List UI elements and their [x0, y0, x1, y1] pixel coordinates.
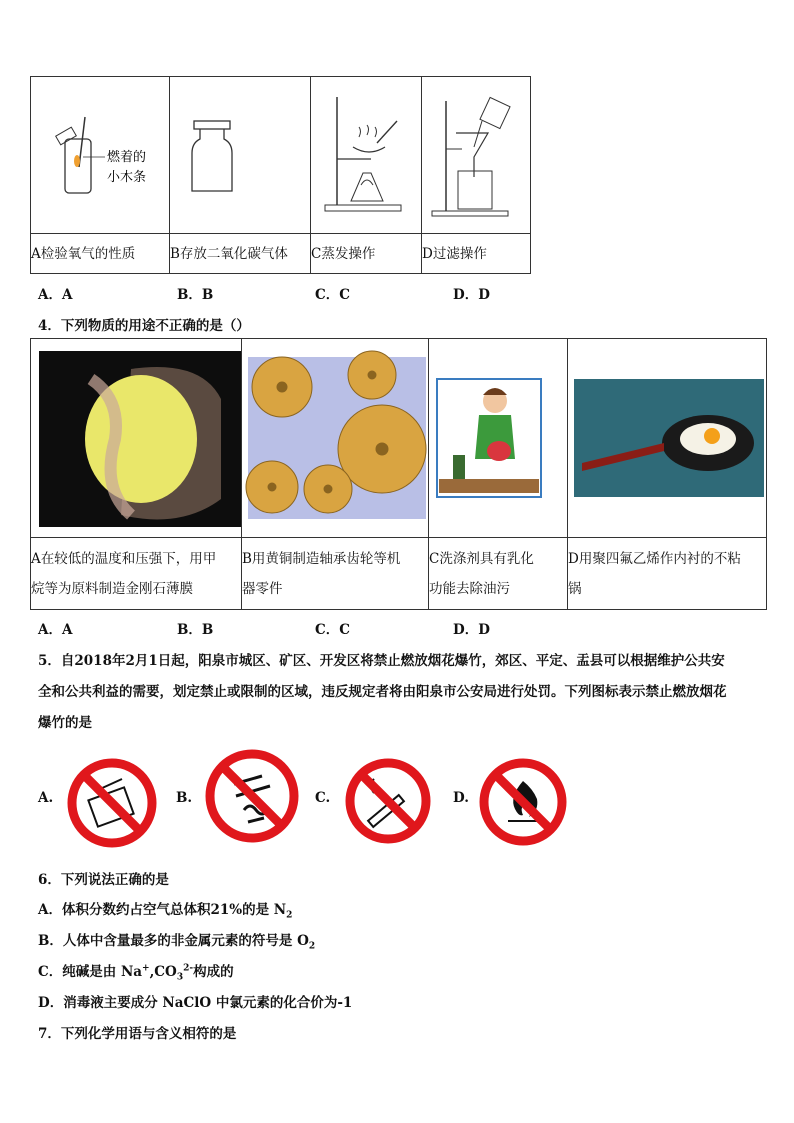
q3-cell-c	[311, 77, 422, 234]
q4-caption-a: A在较低的温度和压强下，用甲 烷等为原料制造金刚石薄膜	[31, 538, 242, 610]
q6-stem: 6．下列说法正确的是	[38, 872, 169, 888]
q3-cell-b	[170, 77, 311, 234]
no-open-flame-sign-icon[interactable]	[478, 757, 568, 847]
q3-caption-d: D过滤操作	[422, 234, 531, 274]
no-fireworks-sign-icon[interactable]	[204, 748, 300, 844]
q5-stem-line-1: 5．自2018年2月1日起，阳泉市城区、矿区、开发区将禁止燃放烟花爆竹，郊区、平定、盂县可以根据维护公共安	[38, 653, 725, 669]
q3-caption-b: B存放二氧化碳气体	[170, 234, 311, 274]
q4-caption-d: D用聚四氟乙烯作内衬的不粘 锅	[568, 538, 767, 610]
q4-cell-b	[242, 339, 429, 538]
q3-cell-d	[422, 77, 531, 234]
q6-option-d[interactable]: D．消毒液主要成分 NaClO 中氯元素的化合价为-1	[38, 995, 353, 1011]
q3-option-a[interactable]: A．A	[38, 287, 73, 303]
q3-table	[30, 76, 531, 274]
q5-stem-line-2: 全和公共利益的需要，划定禁止或限制的区域，违反规定者将由阳泉市公安局进行处罚。下列图标表示禁止燃放烟花	[38, 684, 727, 700]
q3-cell-a	[31, 77, 170, 234]
no-smoking-sign-icon[interactable]	[344, 757, 432, 845]
q4-option-d[interactable]: D．D	[453, 622, 490, 638]
q3-option-d[interactable]: D．D	[453, 287, 490, 303]
label-stick: 小木条	[107, 169, 147, 184]
q4-cell-a	[31, 339, 242, 538]
q4-cell-c	[429, 339, 568, 538]
q4-option-a[interactable]: A．A	[38, 622, 73, 638]
q4-cell-d	[568, 339, 767, 538]
nonstick-pan-photo	[568, 339, 766, 537]
q4-table	[30, 338, 767, 610]
dishwashing-illustration	[429, 339, 567, 537]
gas-bottle-icon	[170, 77, 310, 233]
q4-caption-b: B用黄铜制造轴承齿轮等机 器零件	[242, 538, 429, 610]
diamond-film-photo	[31, 339, 241, 537]
no-matches-sign-icon[interactable]	[66, 757, 158, 849]
q5-option-b-label[interactable]: B.	[176, 790, 193, 806]
oxygen-test-icon	[31, 77, 169, 233]
q5-option-c-label[interactable]: C.	[315, 790, 331, 806]
q6-option-b[interactable]: B．人体中含量最多的非金属元素的符号是 $O_2$	[38, 933, 316, 952]
q6-option-c[interactable]: C．纯碱是由 $Na^+,CO_3^{2-}$构成的	[38, 963, 234, 983]
q5-option-d-label[interactable]: D.	[453, 790, 469, 806]
q3-caption-c: C蒸发操作	[311, 234, 422, 274]
q3-caption-a: A检验氧气的性质	[31, 234, 170, 274]
q5-stem-line-3: 爆竹的是	[38, 715, 92, 731]
q3-option-b[interactable]: B．B	[177, 287, 214, 303]
filtration-icon	[422, 77, 530, 233]
q4-caption-c: C洗涤剂具有乳化 功能去除油污	[429, 538, 568, 610]
q6-option-a[interactable]: A．体积分数约占空气总体积21%的是 $N_2$	[38, 902, 293, 921]
gears-photo	[242, 339, 428, 537]
q4-option-b[interactable]: B．B	[177, 622, 214, 638]
label-burning: 燃着的	[107, 149, 147, 164]
evaporation-icon	[311, 77, 421, 233]
q4-option-c[interactable]: C．C	[315, 622, 350, 638]
q3-option-c[interactable]: C．C	[315, 287, 350, 303]
q5-option-a-label[interactable]: A.	[38, 790, 54, 806]
q7-stem: 7．下列化学用语与含义相符的是	[38, 1026, 237, 1042]
q4-stem: 4．下列物质的用途不正确的是（）	[38, 318, 250, 334]
